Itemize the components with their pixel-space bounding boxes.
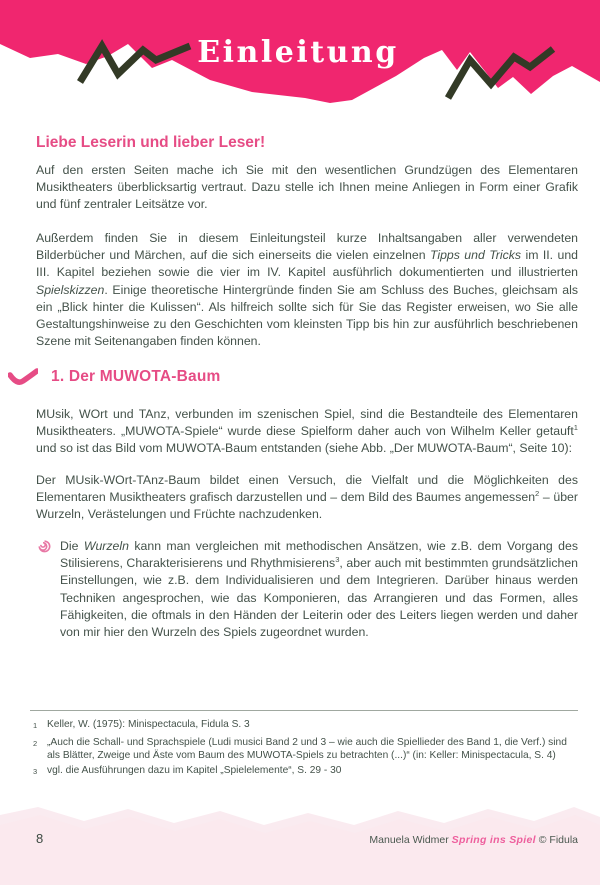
banner-title: Einleitung [197,35,399,70]
footnote-divider [30,710,578,711]
footnote-marker: 3 [33,767,38,776]
section-heading-row [8,368,221,386]
banner [0,0,600,130]
section-heading: 1. Der MUWOTA-Baum [51,368,221,385]
footnote-marker: 2 [33,739,38,748]
footnote-item [33,737,578,763]
intro-paragraph-1: Auf den ersten Seiten mache ich Sie mit den wesentlichen Grundzügen des Elementaren Musiktheaters überblicksartig vertraut. Dazu stelle ich Ihnen meine Anliegen in Form einer Grafik und fünf zentraler Leitsätze vor. [36,163,578,212]
page-number: 8 [36,831,44,846]
footnote-marker: 1 [33,721,38,730]
intro-paragraph-2: Außerdem finden Sie in diesem Einleitungsteil kurze Inhaltsangaben aller verwendeten Bilderbücher und Märchen, auf die sich einerseits die vielen einzelnen Tipps und Tricks im II. und III. Kapitel beziehen sowie die vier im IV. Kapitel ausführlich dokumentierten und illustrierten Spielskizzen. Einige theoretische Hintergründe finden Sie am Schluss des Buches, gleichsam als ein „Blick hinter die Kulissen“. Als hilfreich sollte sich für Sie das Register erweisen, wo Sie alle Gestaltungshinweise zu den Geschichten vom kleinsten Tipp bis hin zur ausführlich beschriebenen Szene mit Seitenangaben finden können. [36,231,578,349]
footnote-text: „Auch die Schall- und Sprachspiele (Ludi musici Band 2 und 3 – wie auch die Spiellieder des Band 1, die Verf.) sind als Blätter, Zweige und Äste vom Baum des MUWOTA-Spiels zu betrachten (...)“ (in: Keller: Minispectacula, S. 4) [47,737,567,761]
section-paragraph-1: MUsik, WOrt und TAnz, verbunden im szenischen Spiel, sind die Bestandteile des Elementaren Musiktheaters. „MUWOTA-Spiele“ wurde diese Spielform daher auch von Wilhelm Keller getauft$^1$ und so ist das Bild vom MUWOTA-Baum entstanden (siehe Abb. „Der MUWOTA-Baum“, Seite 10): [36,407,578,456]
footer-credit: Manuela Widmer Spring ins Spiel © Fidula [369,834,578,846]
spiral-icon [38,540,52,558]
greeting-heading: Liebe Leserin und lieber Leser! [36,134,266,151]
footnote-text: Keller, W. (1975): Minispectacula, Fidula S. 3 [47,719,250,730]
footnote-item [33,765,578,779]
footnote-item [33,719,578,733]
bullet-item [38,538,578,641]
section-paragraph-2: Der MUsik-WOrt-TAnz-Baum bildet einen Versuch, die Vielfalt und die Möglichkeiten des Elementaren Musiktheaters grafisch darzustellen und – dem Bild des Baumes angemessen$^2$ – über Wurzeln, Verästelungen und Früchte nachzudenken. [36,473,578,522]
bullet-text: Die Wurzeln kann man vergleichen mit methodischen Ansätzen, wie z.B. dem Vorgang des Stilisierens, Charakterisierens und Rhythmisierens$^3$, aber auch mit bestimmten grundsätzlichen Einstellungen, wie z.B. dem Individualisieren und dem Integrieren. Darüber hinaus werden Techniken angesprochen, wie das Komponieren, das Arrangieren und das Formen, alles Fähigkeiten, die oftmals in den Händen der Leiterin oder des Leiters liegen werden und daher von mir hier den Wurzeln des Spiels zugeordnet wurden. [60,539,579,640]
chevron-swoosh-icon [8,368,38,386]
zigzag-left-icon [80,46,190,82]
footnote-text: vgl. die Ausführungen dazu im Kapitel „Spielelemente“, S. 29 - 30 [47,765,342,776]
